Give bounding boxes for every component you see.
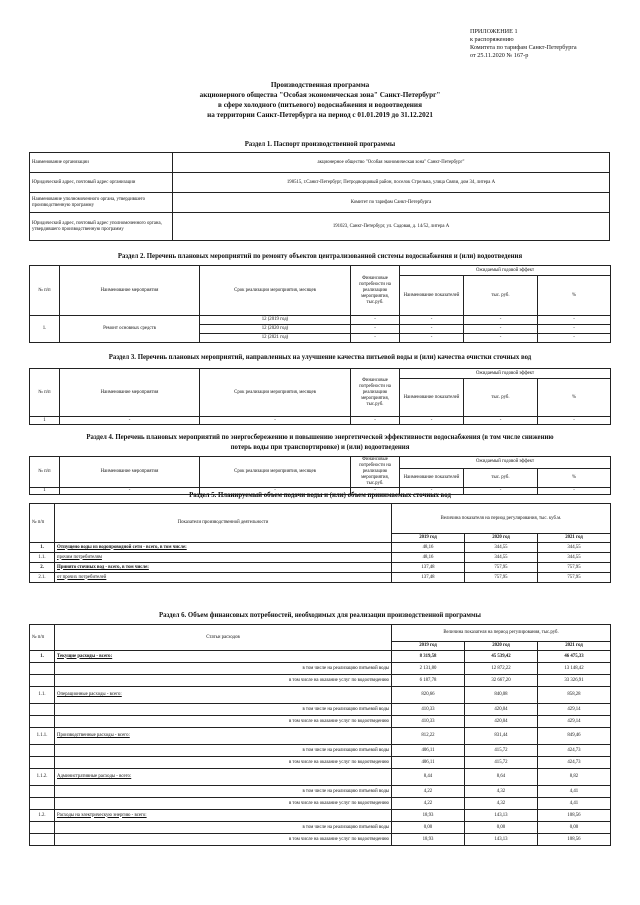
row-finance: -	[351, 316, 400, 325]
row-rub: -	[464, 325, 538, 334]
row-value: 420,04	[465, 716, 538, 728]
col-header-year: 2019 год	[392, 642, 465, 651]
row-value: 429,14	[538, 716, 611, 728]
row-cell: -	[60, 417, 200, 425]
row-value: 45 539,42	[465, 651, 538, 663]
row-value: 429,14	[538, 704, 611, 716]
col-header-indicator: Показатели производственной деятельности	[55, 504, 392, 543]
document-title	[0, 80, 640, 120]
row-cell: -	[464, 417, 538, 425]
row-value: 4,41	[538, 786, 611, 798]
col-header-year: 2021 год	[538, 534, 611, 543]
col-header-num: № п/п	[30, 625, 55, 651]
row-value: 48,16	[392, 553, 465, 563]
row-label: в том числе на реализацию питьевой воды	[55, 745, 392, 757]
row-value: 831,44	[465, 728, 538, 745]
row-num: 1.	[30, 651, 55, 663]
appendix-line: к распоряжению	[470, 36, 514, 43]
row-value: 4,22	[392, 798, 465, 810]
row-label: в том числе на реализацию питьевой воды	[55, 786, 392, 798]
row-num: 1.1.	[30, 553, 55, 563]
table-row	[30, 573, 611, 583]
section-1-title: Раздел 1. Паспорт производственной программы	[244, 141, 396, 148]
row-cell: -	[351, 417, 400, 425]
col-header-rub: тыс. руб.	[464, 276, 538, 316]
row-label: в том числе на реализацию питьевой воды	[55, 704, 392, 716]
col-header-name: Наименование мероприятия	[60, 369, 200, 417]
title-line: Производственная программа	[270, 81, 370, 89]
row-value: 406,11	[392, 757, 465, 769]
row-num	[30, 822, 55, 834]
col-header-indicator: Наименование показателей	[400, 379, 464, 417]
row-value: 344,55	[465, 543, 538, 553]
table-header-row	[30, 504, 611, 534]
row-pct: -	[538, 334, 611, 343]
row-value: 757,95	[465, 563, 538, 573]
row-label: в том числе на оказание услуг по водоотведению	[55, 716, 392, 728]
energy-table	[29, 456, 611, 495]
col-header-pct: %	[538, 379, 611, 417]
table-header-row	[30, 369, 611, 379]
section-2-title: Раздел 2. Перечень плановых мероприятий по ремонту объектов централизованной системы водоснабжения и (или) водоотведения	[117, 253, 523, 260]
row-finance: -	[351, 334, 400, 343]
table-row	[30, 213, 610, 241]
row-num	[30, 704, 55, 716]
row-label: в том числе на реализацию питьевой воды	[55, 663, 392, 675]
row-num: 2.1.	[30, 573, 55, 583]
table-row	[30, 173, 610, 193]
row-value: 344,55	[538, 543, 611, 553]
row-value: 12 872,22	[465, 663, 538, 675]
col-header-rub: тыс. руб.	[464, 379, 538, 417]
col-header-indicator: Наименование показателей	[400, 276, 464, 316]
row-num: 1.2.	[30, 810, 55, 822]
row-num: 1.	[30, 543, 55, 553]
row-value: 344,55	[465, 553, 538, 563]
row-cell: -	[464, 488, 538, 495]
row-num: 1.1.1.	[30, 728, 55, 745]
row-cell: -	[400, 417, 464, 425]
row-value: 424,73	[538, 745, 611, 757]
row-rub: -	[464, 316, 538, 325]
title-line: на территории Санкт-Петербурга на период с 01.01.2019 до 31.12.2021	[207, 111, 433, 119]
passport-label: Наименование уполномоченного органа, утвердившего производственную программу	[30, 193, 173, 213]
row-label: в том числе на оказание услуг по водоотведению	[55, 798, 392, 810]
row-value: 820,66	[392, 687, 465, 704]
row-value: 757,95	[465, 573, 538, 583]
row-value: 137,48	[392, 573, 465, 583]
passport-label: Юридический адрес, почтовый адрес уполномоченного органа, утвердившего производственную программу	[30, 213, 173, 241]
row-label: в том числе на оказание услуг по водоотведению	[55, 675, 392, 687]
row-pct: -	[538, 316, 611, 325]
appendix-line: от 25.11.2020 № 167-р	[470, 52, 529, 59]
table-row	[30, 822, 611, 834]
row-cell: -	[351, 488, 400, 495]
col-header-term: Срок реализации мероприятия, месяцев	[200, 457, 351, 488]
row-num	[30, 834, 55, 846]
col-header-pct: %	[538, 468, 611, 487]
col-header-num: № п/п	[30, 457, 60, 488]
row-value: 757,95	[538, 563, 611, 573]
passport-label: Наименование организации	[30, 153, 173, 173]
row-term: 12 (2019 год)	[200, 316, 351, 325]
appendix-line: Комитета по тарифам Санкт-Петербурга	[470, 44, 577, 51]
table-row	[30, 675, 611, 687]
finance-table	[29, 624, 611, 846]
volume-table	[29, 503, 611, 583]
table-row	[30, 704, 611, 716]
row-label: прочим потребителям	[55, 553, 392, 563]
row-term: 12 (2020 год)	[200, 325, 351, 334]
col-header-indicator: Наименование показателей	[400, 468, 464, 487]
appendix-block	[470, 28, 577, 60]
row-label: Производственные расходы - всего:	[55, 728, 392, 745]
table-header-row	[30, 457, 611, 469]
passport-value: 191023, Санкт-Петербург, ул. Садовая, д. 14/52, литера А	[173, 213, 610, 241]
col-header-num: № п/п	[30, 504, 55, 543]
appendix-line: ПРИЛОЖЕНИЕ 1	[470, 28, 518, 35]
row-value: 840,08	[465, 687, 538, 704]
row-value: 4,41	[538, 798, 611, 810]
row-value: 757,95	[538, 573, 611, 583]
table-header-row	[30, 625, 611, 642]
row-value: 2 131,80	[392, 663, 465, 675]
row-num	[30, 798, 55, 810]
col-header-value: Величина показателя на период регулирования, тыс.руб.	[392, 625, 611, 642]
row-finance: -	[351, 325, 400, 334]
row-label: Расходы на электрическую энергию - всего:	[55, 810, 392, 822]
table-row	[30, 563, 611, 573]
row-value: 410,33	[392, 704, 465, 716]
col-header-term: Срок реализации мероприятия, месяцев	[200, 266, 351, 316]
row-value: 0,00	[392, 822, 465, 834]
passport-table	[29, 152, 610, 241]
table-row	[30, 553, 611, 563]
col-header-value: Величина показателя на период регулирования, тыс. куб.м.	[392, 504, 611, 534]
row-rub: -	[464, 334, 538, 343]
row-value: 6 187,78	[392, 675, 465, 687]
section-6-title: Раздел 6. Объем финансовых потребностей, необходимых для реализации производственной программы	[159, 612, 481, 619]
row-num: 1.1.	[30, 687, 55, 704]
row-value: 33 326,91	[538, 675, 611, 687]
row-name: Ремонт основных средств	[60, 316, 200, 343]
table-row	[30, 745, 611, 757]
passport-value: 198515, г.Санкт-Петербург, Петродворцовый район, поселок Стрельна, улица Связи, дом 34, литера А	[173, 173, 610, 193]
row-label: Отпущено воды из водопроводной сети - всего, в том числе:	[55, 543, 392, 553]
col-header-effect: Ожидаемый годовой эффект	[400, 457, 611, 469]
row-value: 344,55	[538, 553, 611, 563]
row-value: 8,82	[538, 769, 611, 786]
row-label: Операционные расходы - всего:	[55, 687, 392, 704]
section-4-title-line: потерь воды при транспортировке) и (или) водоотведения	[230, 444, 410, 451]
col-header-rub: тыс. руб.	[464, 468, 538, 487]
table-row	[30, 798, 611, 810]
row-indicator: -	[400, 316, 464, 325]
section-4-title	[0, 433, 640, 453]
row-term: 12 (2021 год)	[200, 334, 351, 343]
row-num	[30, 675, 55, 687]
col-header-year: 2021 год	[538, 642, 611, 651]
row-value: 4,32	[465, 798, 538, 810]
table-row	[30, 786, 611, 798]
col-header-item: Статьи расходов	[55, 625, 392, 651]
table-row	[30, 651, 611, 663]
row-value: 0,00	[465, 822, 538, 834]
row-num	[30, 757, 55, 769]
row-value: 849,46	[538, 728, 611, 745]
row-value: 424,73	[538, 757, 611, 769]
col-header-name: Наименование мероприятия	[60, 266, 200, 316]
col-header-finance: Финансовые потребности на реализацию мероприятия, тыс.руб.	[351, 266, 400, 316]
table-row	[30, 543, 611, 553]
col-header-pct: %	[538, 276, 611, 316]
row-value: 137,48	[392, 563, 465, 573]
table-row	[30, 153, 610, 173]
col-header-name: Наименование мероприятия	[60, 457, 200, 488]
row-num	[30, 786, 55, 798]
row-pct: -	[538, 325, 611, 334]
table-row	[30, 193, 610, 213]
table-row	[30, 834, 611, 846]
title-line: акционерного общества "Особая экономическая зона" Санкт-Петербург"	[199, 91, 441, 99]
passport-label: Юридический адрес, почтовый адрес организации	[30, 173, 173, 193]
row-cell: -	[538, 417, 611, 425]
row-value: 8,44	[392, 769, 465, 786]
row-value: 812,22	[392, 728, 465, 745]
table-row	[30, 728, 611, 745]
row-value: 4,22	[392, 786, 465, 798]
row-value: 143,13	[465, 810, 538, 822]
row-cell: -	[200, 488, 351, 495]
row-indicator: -	[400, 325, 464, 334]
row-value: 420,04	[465, 704, 538, 716]
row-value: 415,72	[465, 745, 538, 757]
title-line: в сфере холодного (питьевого) водоснабжения и водоотведения	[218, 101, 422, 109]
row-cell: -	[200, 417, 351, 425]
row-value: 13 148,42	[538, 663, 611, 675]
passport-value: Комитет по тарифам Санкт-Петербурга	[173, 193, 610, 213]
row-label: Текущие расходы - всего:	[55, 651, 392, 663]
col-header-year: 2020 год	[465, 642, 538, 651]
passport-value: акционерное общество "Особая экономическая зона" Санкт-Петербург"	[173, 153, 610, 173]
row-label: в том числе на реализацию питьевой воды	[55, 822, 392, 834]
repair-table	[29, 265, 611, 343]
table-row	[30, 316, 611, 325]
row-label: в том числе на оказание услуг по водоотведению	[55, 757, 392, 769]
section-4-title-line: Раздел 4. Перечень плановых мероприятий по энергосбережению и повышению энергетической эффективности водоснабжения (в том числе снижению	[86, 434, 554, 441]
row-value: 48,16	[392, 543, 465, 553]
row-value: 18,93	[392, 810, 465, 822]
row-value: 143,13	[465, 834, 538, 846]
table-row	[30, 417, 611, 425]
table-header-row	[30, 266, 611, 276]
row-num: 1.1.2.	[30, 769, 55, 786]
col-header-num: № п/п	[30, 266, 60, 316]
row-label: в том числе на оказание услуг по водоотведению	[55, 834, 392, 846]
quality-table	[29, 368, 611, 425]
row-cell: -	[60, 488, 200, 495]
section-5-title: Раздел 5. Планируемый объем подачи воды и (или) объем принимаемых сточных вод	[189, 492, 451, 499]
row-value: 108,56	[538, 810, 611, 822]
table-row	[30, 716, 611, 728]
col-header-year: 2020 год	[465, 534, 538, 543]
row-num: 2.	[30, 563, 55, 573]
section-3-title: Раздел 3. Перечень плановых мероприятий, направленных на улучшение качества питьевой воды и (или) качества очистки сточных вод	[108, 354, 532, 361]
row-label: Административные расходы - всего:	[55, 769, 392, 786]
table-row	[30, 757, 611, 769]
col-header-year: 2019 год	[392, 534, 465, 543]
row-value: 46 475,33	[538, 651, 611, 663]
col-header-num: № п/п	[30, 369, 60, 417]
col-header-finance: Финансовые потребности на реализацию мероприятия, тыс.руб.	[351, 369, 400, 417]
row-num: 1.	[30, 316, 60, 343]
row-value: 108,56	[538, 834, 611, 846]
row-value: 406,11	[392, 745, 465, 757]
row-value: 0,00	[538, 822, 611, 834]
row-cell: 1	[30, 417, 60, 425]
row-value: 858,28	[538, 687, 611, 704]
row-label: от прочих потребителей	[55, 573, 392, 583]
row-num	[30, 663, 55, 675]
row-cell: -	[538, 488, 611, 495]
row-label: Принято сточных вод - всего, в том числе:	[55, 563, 392, 573]
col-header-effect: Ожидаемый годовой эффект	[400, 266, 611, 276]
row-value: 18,93	[392, 834, 465, 846]
row-value: 8 319,58	[392, 651, 465, 663]
row-value: 410,33	[392, 716, 465, 728]
row-value: 8,64	[465, 769, 538, 786]
col-header-term: Срок реализации мероприятия, месяцев	[200, 369, 351, 417]
row-value: 415,72	[465, 757, 538, 769]
table-row	[30, 663, 611, 675]
row-cell: 1	[30, 488, 60, 495]
table-row	[30, 769, 611, 786]
table-row	[30, 687, 611, 704]
col-header-effect: Ожидаемый годовой эффект	[400, 369, 611, 379]
table-row	[30, 810, 611, 822]
row-value: 32 667,20	[465, 675, 538, 687]
row-indicator: -	[400, 334, 464, 343]
col-header-finance: Финансовые потребности на реализацию мероприятия, тыс.руб.	[351, 457, 400, 488]
row-num	[30, 716, 55, 728]
row-cell: -	[400, 488, 464, 495]
row-value: 4,32	[465, 786, 538, 798]
row-num	[30, 745, 55, 757]
